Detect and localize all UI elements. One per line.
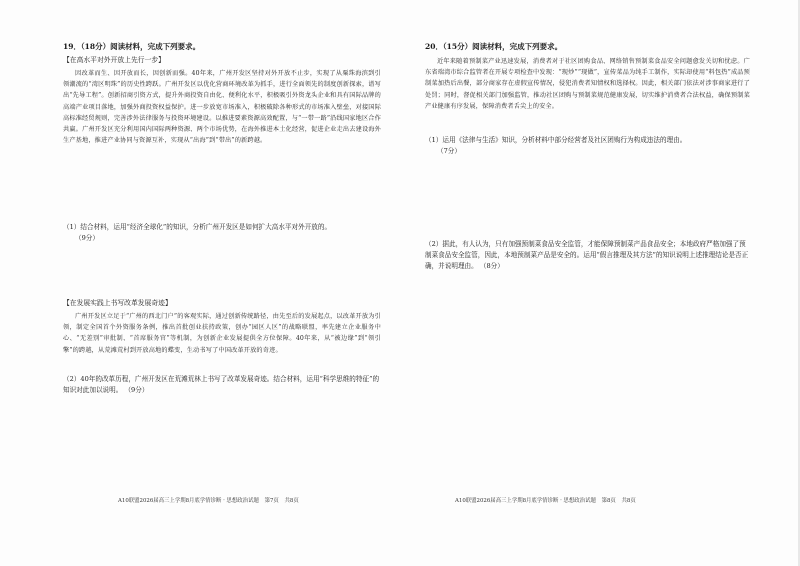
footer-exam-title: A10联盟2026届高三上学期8月底学情诊断 · 思想政治试题: [118, 498, 259, 504]
question-19-header: 19．（18分）阅读材料，完成下列要求。: [63, 42, 201, 51]
material-2-text: 广州开发区立足于“广州的西北门户”的客观实际，通过创新传统路径，由先至后的发展起点，以改革开放为引领，制定全国首个外资服务条例，推出首批创业扶持政策，创办“园区人区”的战略联盟，率先建立企业服务中心、“无差别”审批制、“首席服务官”等机制，为创新企业发展提供全方位保障。40年来，从“被边缘”到“领引擎”的跨越，从荒滩荒村到开放高地的蝶变，生动书写了中国改革开放的奇迹。: [63, 313, 381, 354]
material-1-title: 【在高水平对外开放上先行一步】: [63, 56, 165, 64]
question-20-material: 近年来随着预制菜产业迅速发展，消费者对于社区团购食品、网络销售预制菜食品安全问题愈发关切和忧虑。广东省瑞湾市综合监管者在开展专项检查中发现：“现炒”“现做”，宣传菜品为纯手工制作，实际却使用“料包热”成品预制菜加热后出餐，部分商家存在虚假宣传情况，侵犯消费者知情权和选择权。因此，相关部门依法对涉事商家进行了处罚；同时，督促相关部门加强监管，推动社区团购与预制菜规范健康发展，切实维护消费者合法权益，确保预制菜产业健康有序发展，保障消费者舌尖上的安全。: [425, 58, 750, 110]
question-19-sub-1: [63, 222, 381, 244]
question-20-sub-2: [425, 239, 750, 272]
material-2-title: 【在发展实践上书写改革发展奇迹】: [63, 299, 172, 307]
footer-page-number: 第7页: [264, 498, 279, 504]
question-20-sub-2-score: （8分）: [479, 262, 504, 270]
left-page-footer: [118, 497, 303, 505]
question-19-sub-2: [63, 374, 381, 396]
question-19-sub-2-score: （9分）: [124, 386, 149, 394]
material-1-text: 因改革而生、因开放而长，因创新而强。40年来，广州开发区坚持对外开放不止步，实现了从粟珠海滨到引领潮流的“湾区明珠”的历史性跨跃。广州开发区以优化营商环境改革为抓手，进行全面领先的制度创新探索，谱写出“先导工程”。创新招商引资方式，提升外商投资自由化、便利化水平，积极吸引外资龙头企业和具有国际品牌的高端产业项目落地，加强外商投资权益保护。进一步放宽市场准入，积极破除各种形式的市场准入壁垒，对接国际高标准经贸规则，完善涉外法律服务与投资环境建设。以推进要素资源高效配置，与“一带一路”沿线国家地区合作共赢。广州开发区充分利用国内国际两种资源、两个市场优势，在海外推进本土化经营，促进企业走出去建设海外生产基地，推进产业协同与资源互补，实现从“出海”到“带出”的新跨越。: [63, 70, 381, 145]
right-page-footer: [455, 497, 640, 505]
footer-page-number: 第8页: [601, 498, 616, 504]
question-20-sub-2-text: （2）据此，有人认为，只有加强预制菜食品安全监管，才能保障预制菜产品食品安全；本地政府严格加强了预制菜食品安全监管，因此，本地预制菜产品是安全的。运用“假言推理及其方法”的知识说明上述推理结论是否正确，并说明理由。: [425, 240, 749, 270]
question-19-sub-1-text: （1）结合材料，运用“经济全球化”的知识，分析广州开发区是如何扩大高水平对外开放的。: [63, 223, 332, 231]
right-page: [400, 0, 800, 566]
footer-page-total: 共8页: [621, 498, 636, 504]
question-19-sub-1-score: （9分）: [75, 234, 99, 242]
footer-page-total: 共8页: [284, 498, 299, 504]
question-20-header: 20．（15分）阅读材料，完成下列要求。: [425, 42, 563, 51]
question-20-sub-1: [425, 135, 750, 157]
question-20-sub-1-score: （7分）: [437, 147, 461, 155]
footer-exam-title: A10联盟2026届高三上学期8月底学情诊断 · 思想政治试题: [455, 498, 596, 504]
question-19-sub-2-text: （2）40年的改革历程，广州开发区在荒滩荒林上书写了改革发展奇迹。结合材料，运用“科学思维的特征”的知识对此加以说明。: [63, 375, 380, 394]
question-20-sub-1-text: （1）运用《法律与生活》知识，分析材料中部分经营者及社区团购行为构成违法的理由。: [425, 136, 687, 144]
